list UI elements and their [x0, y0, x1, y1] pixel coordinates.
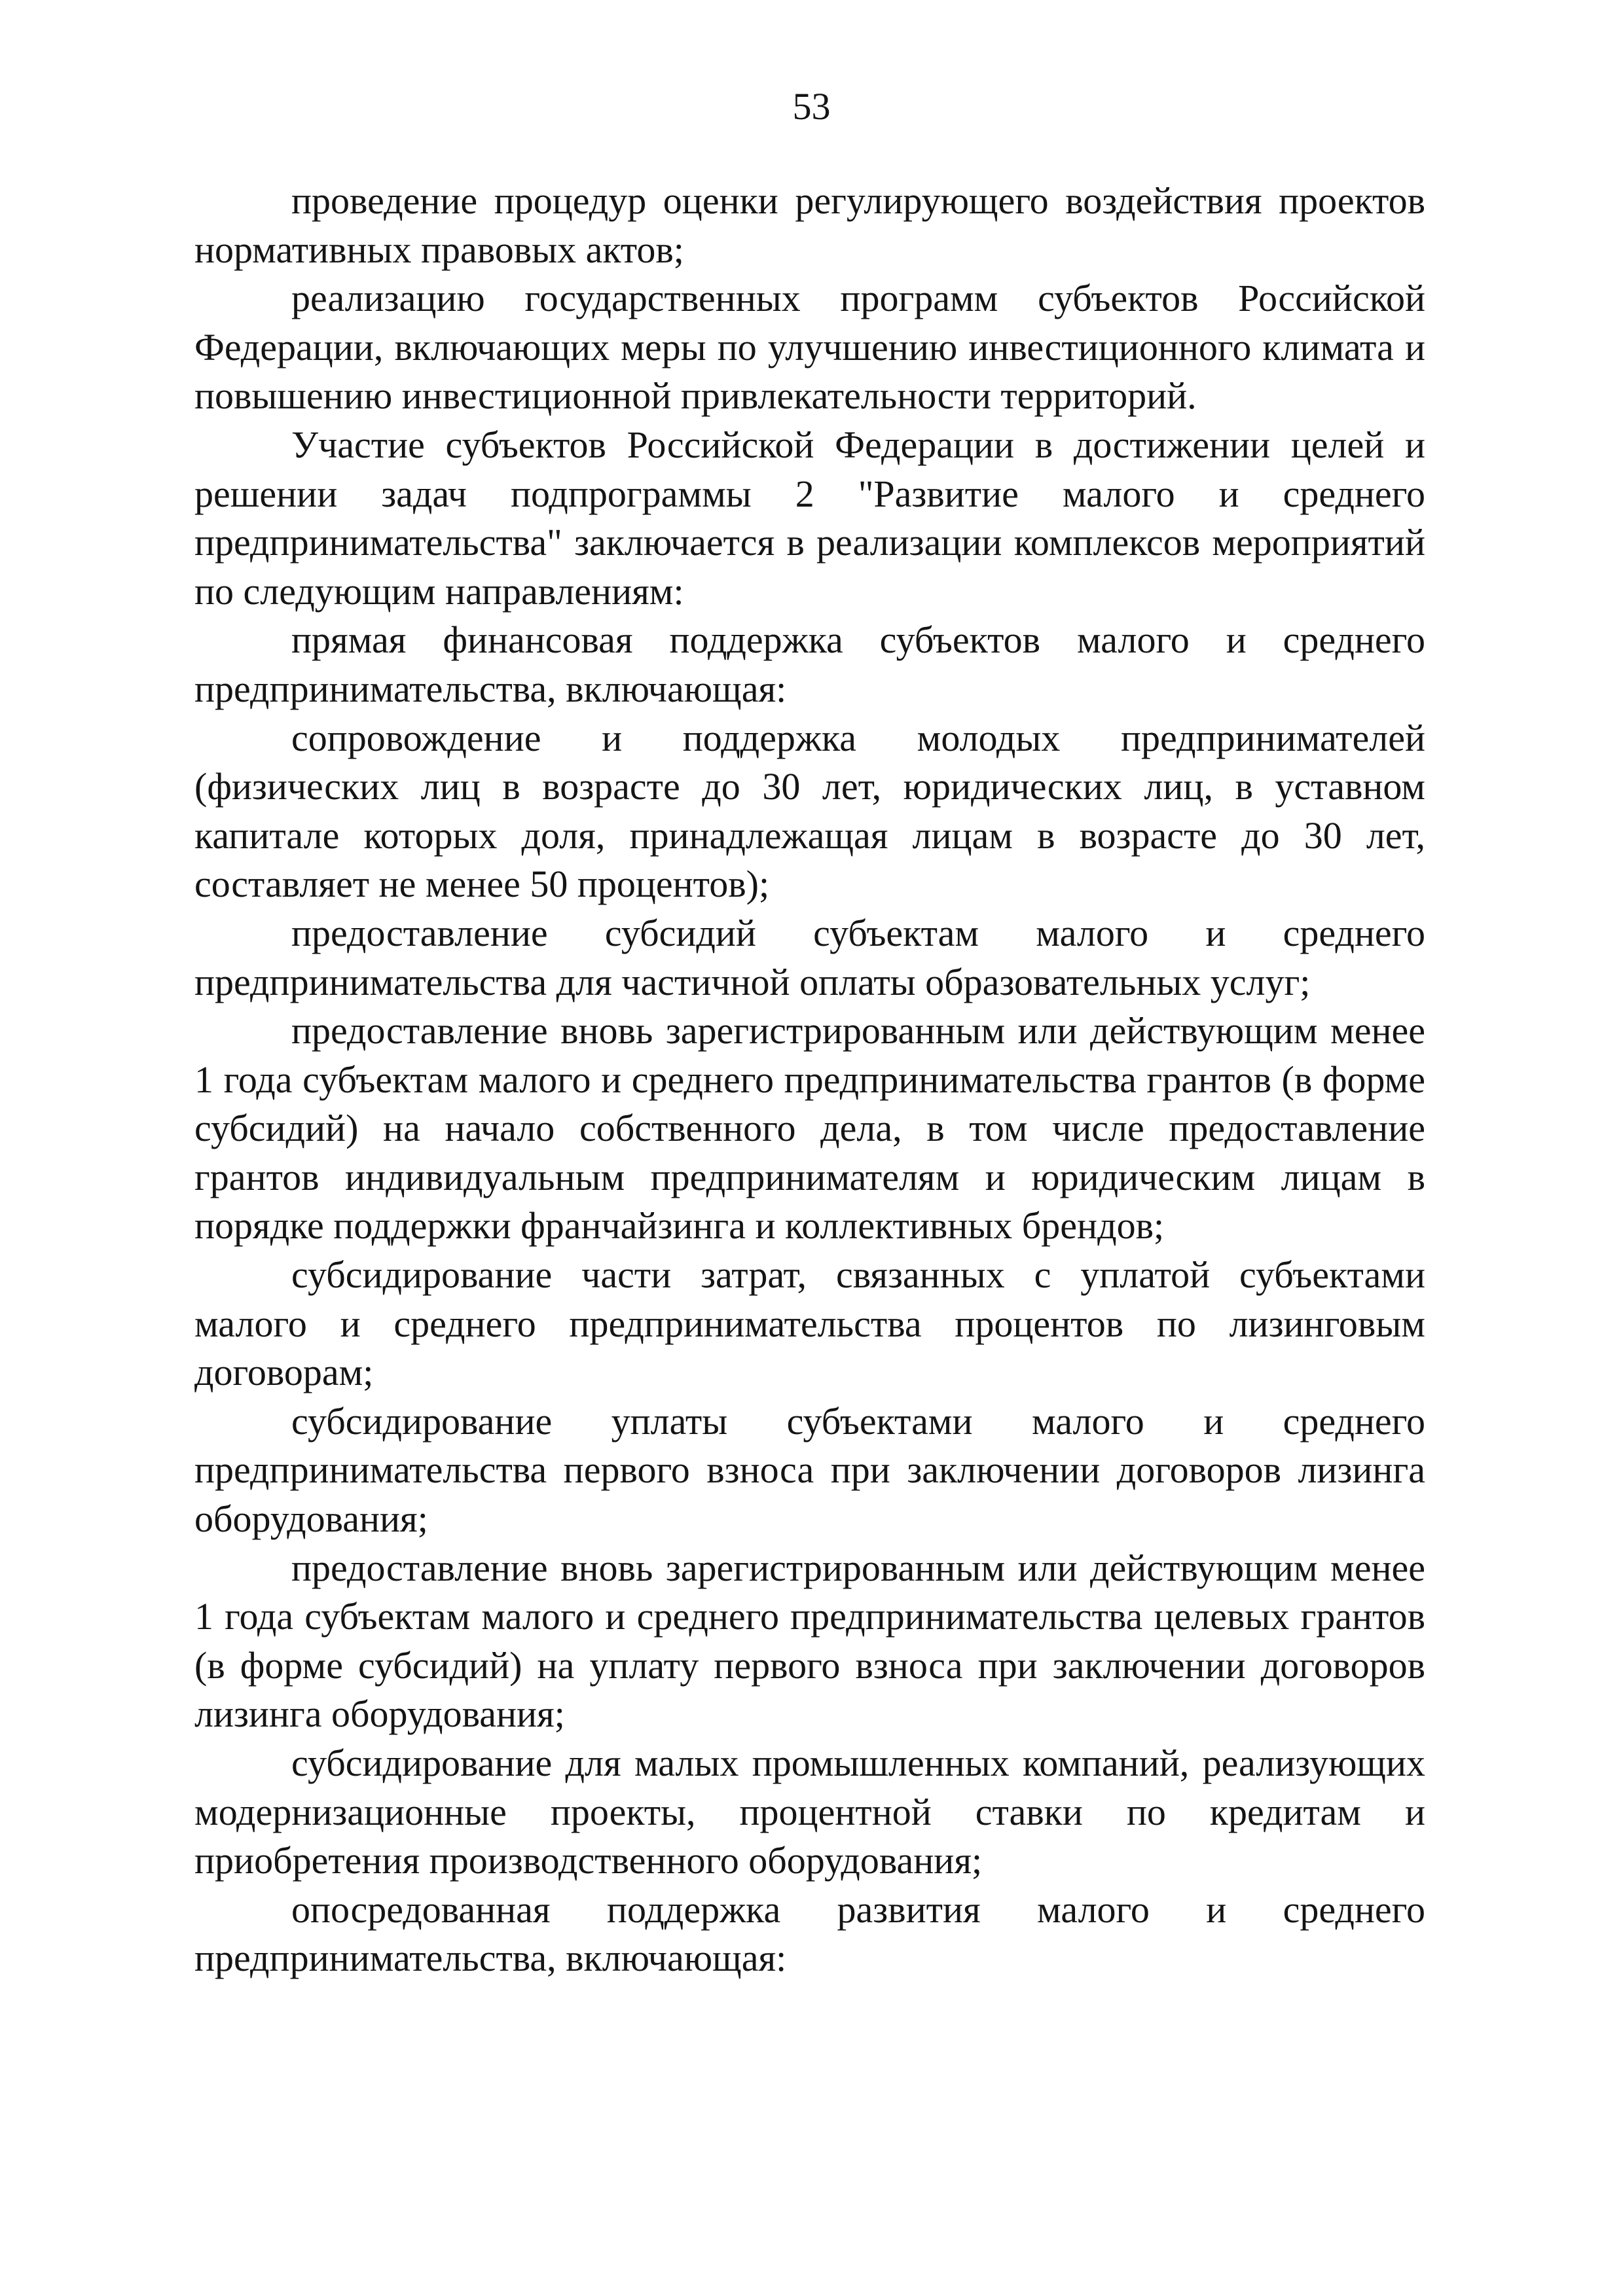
page-number: 53 — [792, 85, 831, 128]
paragraph-4: прямая финансовая поддержка субъектов малого и среднего предпринимательства, включающая: — [194, 619, 1425, 710]
paragraph-12: опосредованная поддержка развития малого и среднего предпринимательства, включающая: — [194, 1888, 1425, 1980]
paragraph-11: субсидирование для малых промышленных компаний, реализующих модернизационные проекты, процентной ставки по кредитам и приобретения производственного оборудования; — [194, 1742, 1425, 1882]
paragraph-1: проведение процедур оценки регулирующего воздействия проектов нормативных правовых актов; — [194, 179, 1425, 271]
paragraph-3: Участие субъектов Российской Федерации в достижении целей и решении задач подпрограммы 2 "Развитие малого и среднего предпринимательства" заключается в реализации комплексов мероприятий по следующим направлениям: — [194, 423, 1425, 613]
paragraph-9: субсидирование уплаты субъектами малого и среднего предпринимательства первого взноса при заключении договоров лизинга оборудования; — [194, 1399, 1425, 1541]
document-body — [194, 177, 1425, 1983]
paragraph-6: предоставление субсидий субъектам малого и среднего предпринимательства для частичной оплаты образовательных услуг; — [194, 911, 1425, 1003]
paragraph-2: реализацию государственных программ субъектов Российской Федерации, включающих меры по улучшению инвестиционного климата и повышению инвестиционной привлекательности территорий. — [194, 277, 1425, 418]
paragraph-7: предоставление вновь зарегистрированным или действующим менее 1 года субъектам малого и среднего предпринимательства грантов (в форме субсидий) на начало собственного дела, в том числе предоставление грантов индивидуальным предпринимателям и юридическим лицам в порядке поддержки франчайзинга и коллективных брендов; — [194, 1009, 1425, 1247]
paragraph-5: сопровождение и поддержка молодых предпринимателей (физических лиц в возрасте до 30 лет, юридических лиц, в уставном капитале которых доля, принадлежащая лицам в возрасте до 30 лет, составляет не менее 50 процентов); — [194, 716, 1425, 906]
paragraph-10: предоставление вновь зарегистрированным или действующим менее 1 года субъектам малого и среднего предпринимательства целевых грантов (в форме субсидий) на уплату первого взноса при заключении договоров лизинга оборудования; — [194, 1546, 1425, 1736]
paragraph-8: субсидирование части затрат, связанных с уплатой субъектами малого и среднего предпринимательства процентов по лизинговым договорам; — [194, 1253, 1425, 1394]
